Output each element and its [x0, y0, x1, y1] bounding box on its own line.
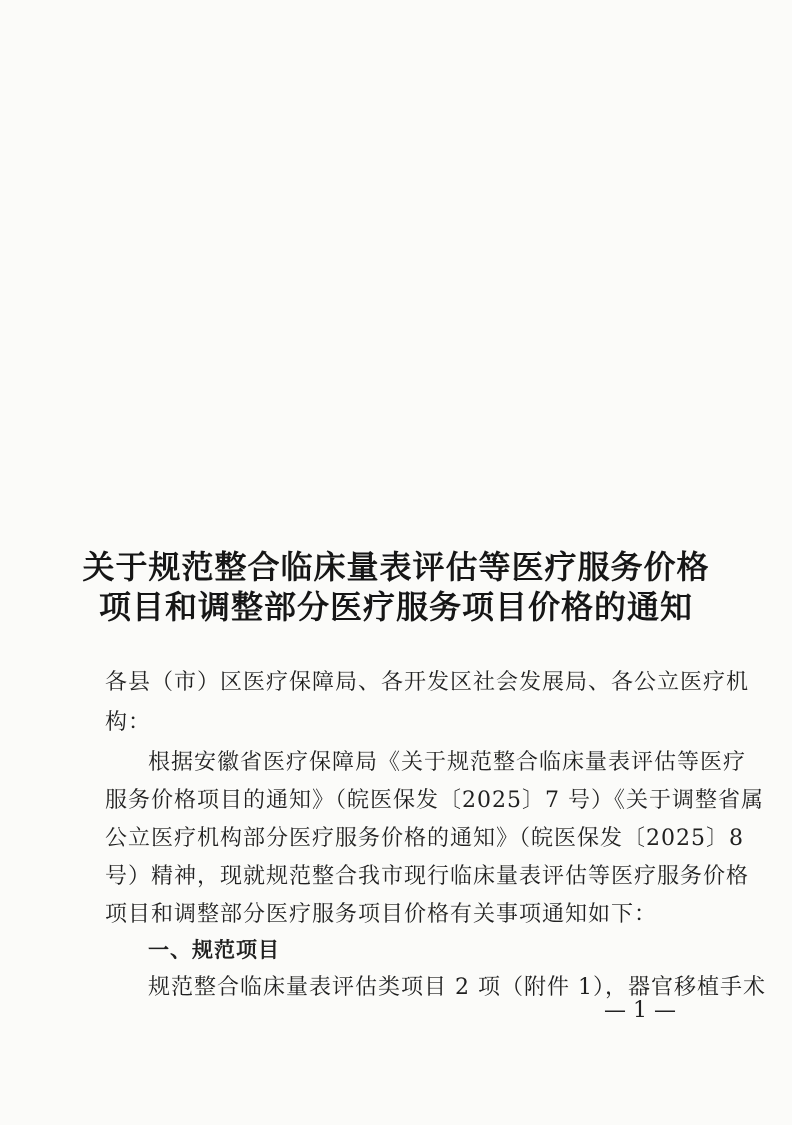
- body-line-5: 项目和调整部分医疗服务项目价格有关事项通知如下：: [105, 902, 658, 927]
- body-line-4: 号）精神，现就规范整合我市现行临床量表评估等医疗服务价格: [105, 864, 750, 889]
- body-line-1: 根据安徽省医疗保障局《关于规范整合临床量表评估等医疗: [148, 750, 747, 775]
- title-line-1: 关于规范整合临床量表评估等医疗服务价格: [82, 548, 710, 586]
- page-number: — 1 —: [604, 998, 676, 1023]
- section-body-line-1: 规范整合临床量表评估类项目 2 项（附件 1），器官移植手术: [148, 975, 766, 1000]
- body-line-3: 公立医疗机构部分医疗服务价格的通知》（皖医保发〔2025〕8: [105, 826, 744, 851]
- section-heading: 一、规范项目: [148, 938, 280, 962]
- addressee-line-1: 各县（市）区医疗保障局、各开发区社会发展局、各公立医疗机: [105, 670, 750, 695]
- title-line-2: 项目和调整部分医疗服务项目价格的通知: [98, 588, 693, 626]
- addressee-line-2: 构：: [105, 710, 152, 735]
- body-line-2: 服务价格项目的通知》（皖医保发〔2025〕7 号）《关于调整省属: [105, 788, 764, 813]
